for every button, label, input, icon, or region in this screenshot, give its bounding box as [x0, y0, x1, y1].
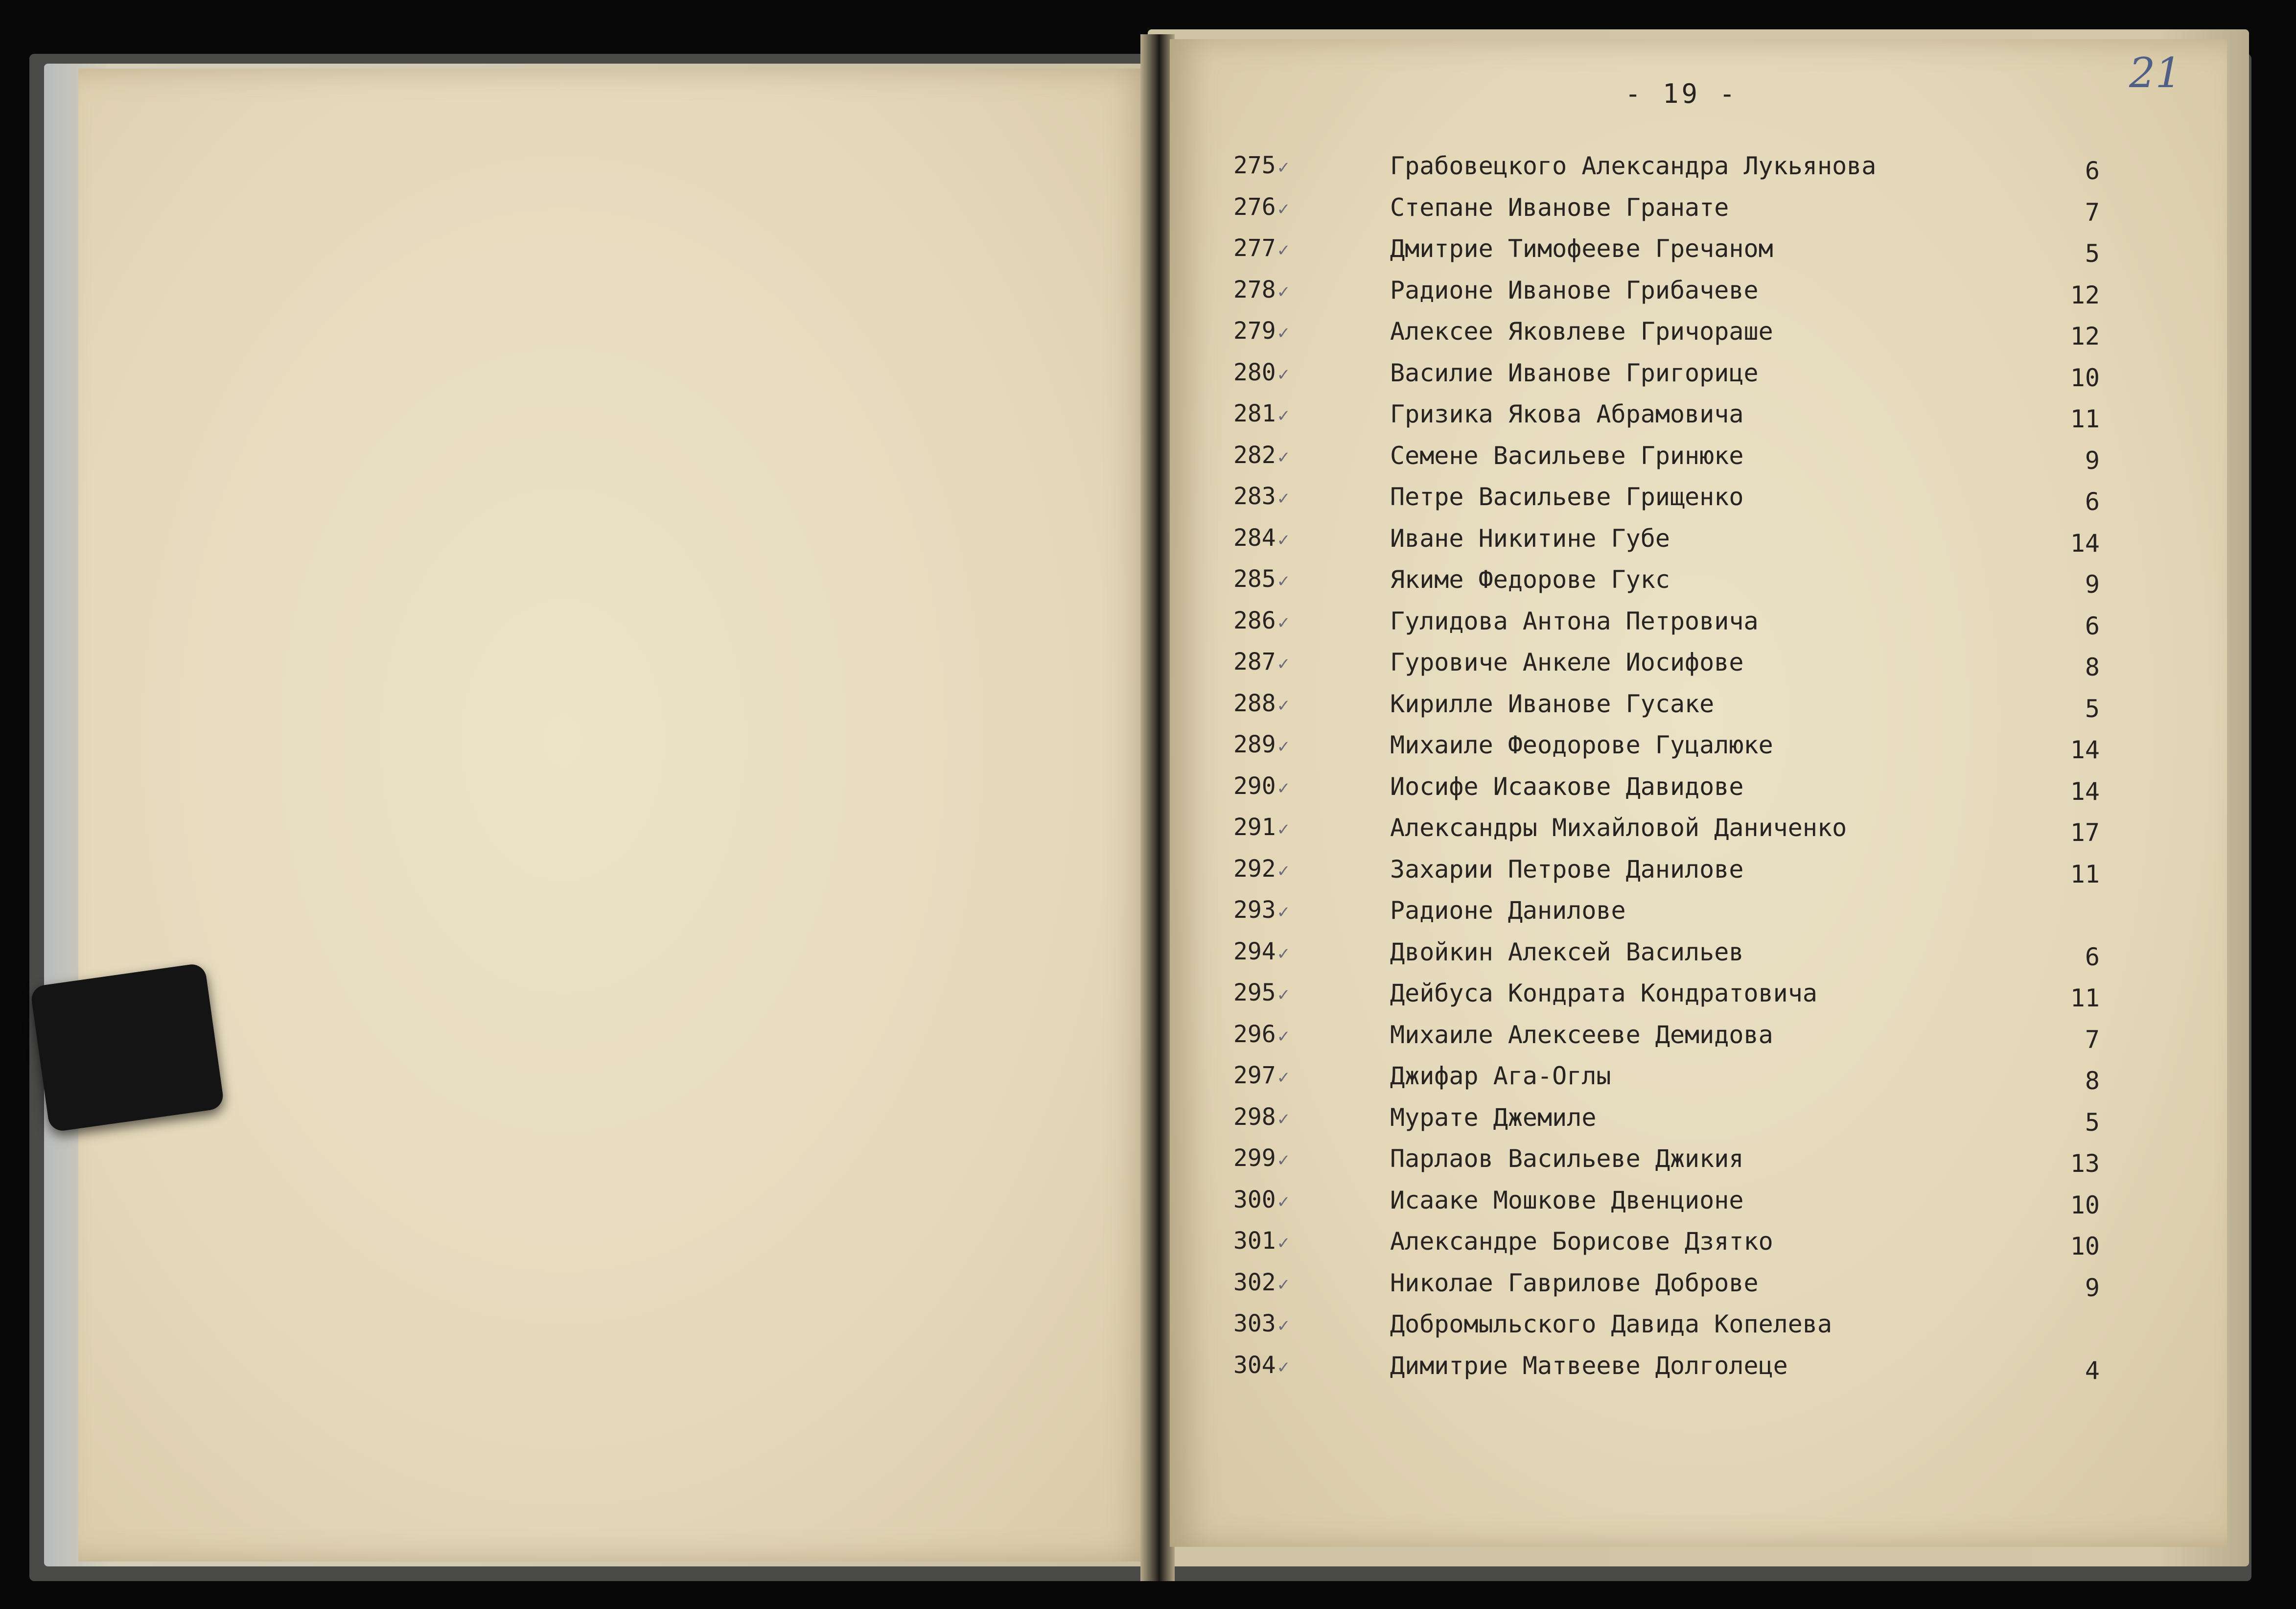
entry-number-text: 297 [1233, 1062, 1276, 1089]
entry-number [1233, 648, 1317, 676]
list-item [1170, 483, 2198, 524]
entry-name: Алексее Яковлеве Гричораше [1390, 317, 1773, 346]
entry-number [1233, 1310, 1317, 1337]
entry-count: 12 [2070, 280, 2100, 309]
list-item [1170, 1186, 2198, 1227]
check-mark-icon: ✓ [1277, 239, 1289, 260]
entry-number [1233, 1103, 1317, 1131]
list-item [1170, 896, 2198, 937]
entry-number [1233, 1062, 1317, 1089]
entry-number [1233, 317, 1317, 345]
entry-number-text: 303 [1233, 1310, 1276, 1337]
entry-number [1233, 524, 1317, 552]
check-mark-icon: ✓ [1277, 1190, 1289, 1212]
entry-number-text: 293 [1233, 896, 1276, 924]
check-mark-icon: ✓ [1277, 1149, 1289, 1170]
list-item [1170, 979, 2198, 1020]
entry-number-text: 296 [1233, 1020, 1276, 1048]
list-item [1170, 1310, 2198, 1351]
list-item [1170, 648, 2198, 689]
entry-count: 14 [2070, 777, 2100, 806]
list-item [1170, 234, 2198, 276]
list-item [1170, 193, 2198, 234]
entry-count: 11 [2070, 860, 2100, 888]
entry-count: 13 [2070, 1149, 2100, 1178]
check-mark-icon: ✓ [1277, 653, 1289, 674]
entry-count: 14 [2070, 529, 2100, 558]
check-mark-icon: ✓ [1277, 322, 1289, 343]
entry-count: 12 [2070, 322, 2100, 350]
entry-number [1233, 979, 1317, 1006]
entry-name: Николае Гаврилове Доброве [1390, 1268, 1759, 1297]
check-mark-icon: ✓ [1277, 1314, 1289, 1336]
entry-number [1233, 1352, 1317, 1379]
check-mark-icon: ✓ [1277, 901, 1289, 922]
entry-number-text: 279 [1233, 317, 1276, 345]
entry-count: 6 [2085, 488, 2100, 516]
entry-number-text: 282 [1233, 441, 1276, 469]
entry-number-text: 277 [1233, 234, 1276, 262]
check-mark-icon: ✓ [1277, 363, 1289, 385]
check-mark-icon: ✓ [1277, 197, 1289, 219]
entry-number [1233, 483, 1317, 510]
entry-number [1233, 565, 1317, 593]
entry-name: Исааке Мошкове Двенционе [1390, 1186, 1744, 1214]
entry-number-text: 278 [1233, 276, 1276, 303]
entry-count: 14 [2070, 736, 2100, 764]
list-item [1170, 938, 2198, 979]
list-item [1170, 772, 2198, 814]
entry-name: Мурате Джемиле [1390, 1103, 1597, 1132]
check-mark-icon: ✓ [1277, 487, 1289, 509]
entry-count: 5 [2085, 694, 2100, 723]
binder-clip [30, 962, 225, 1132]
entry-name: Александры Михайловой Даниченко [1390, 814, 1847, 842]
entry-name: Михаиле Алексееве Демидова [1390, 1020, 1773, 1049]
list-item [1170, 524, 2198, 565]
entry-number [1233, 234, 1317, 262]
entry-number [1233, 276, 1317, 303]
list-item [1170, 1227, 2198, 1268]
entry-name: Двойкин Алексей Васильев [1390, 937, 1744, 966]
entry-number-text: 294 [1233, 937, 1276, 965]
entry-count: 10 [2070, 1232, 2100, 1260]
entry-name: Гулидова Антона Петровича [1390, 606, 1759, 635]
entry-name: Парлаов Васильеве Джикия [1390, 1144, 1744, 1173]
list-item [1170, 359, 2198, 400]
check-mark-icon: ✓ [1277, 445, 1289, 467]
entry-number [1233, 359, 1317, 386]
check-mark-icon: ✓ [1277, 404, 1289, 426]
entry-number [1233, 1269, 1317, 1296]
entry-count: 9 [2085, 446, 2100, 475]
entry-number [1233, 607, 1317, 634]
check-mark-icon: ✓ [1277, 1066, 1289, 1088]
check-mark-icon: ✓ [1277, 818, 1289, 839]
entry-number [1233, 442, 1317, 469]
check-mark-icon: ✓ [1277, 942, 1289, 964]
entry-name: Кирилле Иванове Гусаке [1390, 689, 1715, 718]
list-item [1170, 607, 2198, 648]
entry-name: Джифар Ага-Оглы [1390, 1062, 1611, 1090]
entry-name: Степане Иванове Гранате [1390, 193, 1729, 222]
entry-name: Василие Иванове Григорице [1390, 358, 1759, 387]
entry-number-text: 291 [1233, 814, 1276, 841]
entry-number [1233, 731, 1317, 758]
entry-number [1233, 772, 1317, 800]
list-item [1170, 1269, 2198, 1310]
entry-number [1233, 896, 1317, 924]
entry-count: 17 [2070, 818, 2100, 847]
check-mark-icon: ✓ [1277, 694, 1289, 716]
entry-name: Семене Васильеве Гринюке [1390, 441, 1744, 470]
entry-number-text: 304 [1233, 1351, 1276, 1379]
entry-name: Иване Никитине Губе [1390, 524, 1670, 553]
list-item [1170, 276, 2198, 317]
entry-count: 7 [2085, 198, 2100, 227]
check-mark-icon: ✓ [1277, 859, 1289, 881]
entry-number [1233, 1021, 1317, 1048]
check-mark-icon: ✓ [1277, 570, 1289, 591]
entry-number [1233, 152, 1317, 179]
check-mark-icon: ✓ [1277, 1355, 1289, 1377]
entry-count: 5 [2085, 239, 2100, 268]
entry-name: Гуровиче Анкеле Иосифове [1390, 648, 1744, 676]
list-item [1170, 855, 2198, 896]
entry-count: 9 [2085, 570, 2100, 599]
entry-number-text: 302 [1233, 1268, 1276, 1296]
check-mark-icon: ✓ [1277, 776, 1289, 798]
entry-count: 10 [2070, 1190, 2100, 1219]
entry-name: Добромыльского Давида Копелева [1390, 1310, 1832, 1338]
entry-count: 6 [2085, 157, 2100, 185]
entry-name: Якиме Федорове Гукс [1390, 565, 1670, 594]
entry-name: Гризика Якова Абрамовича [1390, 400, 1744, 428]
list-item [1170, 565, 2198, 606]
entry-number [1233, 193, 1317, 221]
entry-name: Петре Васильеве Грищенко [1390, 483, 1744, 511]
entry-number-text: 276 [1233, 193, 1276, 221]
entry-number [1233, 1227, 1317, 1255]
check-mark-icon: ✓ [1277, 528, 1289, 550]
entry-count: 11 [2070, 984, 2100, 1012]
entry-number-text: 288 [1233, 689, 1276, 717]
entry-name: Радионе Иванове Грибачеве [1390, 276, 1759, 304]
list-item [1170, 1021, 2198, 1062]
entry-count: 11 [2070, 405, 2100, 433]
entry-count: 9 [2085, 1273, 2100, 1302]
list-item [1170, 814, 2198, 855]
check-mark-icon: ✓ [1277, 280, 1289, 302]
entry-number-text: 299 [1233, 1144, 1276, 1172]
right-page [1170, 39, 2227, 1547]
entry-name: Радионе Данилове [1390, 896, 1626, 925]
entry-number-text: 292 [1233, 855, 1276, 883]
list-item [1170, 442, 2198, 483]
entry-number-text: 301 [1233, 1227, 1276, 1255]
check-mark-icon: ✓ [1277, 735, 1289, 757]
entry-count: 6 [2085, 942, 2100, 971]
entry-number-text: 290 [1233, 772, 1276, 800]
left-page-blank [78, 69, 1155, 1562]
entry-number [1233, 690, 1317, 717]
entry-number-text: 285 [1233, 565, 1276, 593]
page-number: - 19 - [1625, 78, 1739, 109]
entry-number [1233, 814, 1317, 841]
entry-number [1233, 1186, 1317, 1213]
entry-count: 10 [2070, 363, 2100, 392]
entry-count: 4 [2085, 1356, 2100, 1385]
list-item [1170, 1144, 2198, 1186]
check-mark-icon: ✓ [1277, 611, 1289, 633]
entry-number [1233, 938, 1317, 965]
entry-number-text: 286 [1233, 606, 1276, 634]
entry-count: 8 [2085, 1067, 2100, 1095]
archive-page-number: 21 [2129, 49, 2181, 97]
entry-number-text: 300 [1233, 1186, 1276, 1213]
entry-number-text: 295 [1233, 979, 1276, 1006]
entry-name: Димитрие Матвееве Долголеце [1390, 1351, 1788, 1380]
check-mark-icon: ✓ [1277, 1107, 1289, 1129]
entry-name: Иосифе Исаакове Давидове [1390, 772, 1744, 801]
list-item [1170, 317, 2198, 358]
check-mark-icon: ✓ [1277, 1025, 1289, 1047]
check-mark-icon: ✓ [1277, 983, 1289, 1005]
list-item [1170, 1062, 2198, 1103]
entry-number [1233, 400, 1317, 427]
list-item [1170, 400, 2198, 441]
entry-name: Дейбуса Кондрата Кондратовича [1390, 979, 1817, 1007]
entry-number-text: 289 [1233, 731, 1276, 758]
entry-number-text: 298 [1233, 1103, 1276, 1131]
entry-number-text: 287 [1233, 648, 1276, 676]
entry-number-text: 283 [1233, 483, 1276, 510]
check-mark-icon: ✓ [1277, 1232, 1289, 1253]
entry-name: Александре Борисове Дзятко [1390, 1227, 1773, 1256]
entry-count: 6 [2085, 611, 2100, 640]
entry-number-text: 281 [1233, 400, 1276, 427]
check-mark-icon: ✓ [1277, 156, 1289, 178]
entry-name: Михаиле Феодорове Гуцалюке [1390, 731, 1773, 759]
entry-number-text: 275 [1233, 152, 1276, 179]
list-item [1170, 731, 2198, 772]
list-item [1170, 690, 2198, 731]
entry-number [1233, 855, 1317, 883]
list-item [1170, 1352, 2198, 1393]
entry-number-text: 280 [1233, 358, 1276, 386]
entry-number [1233, 1144, 1317, 1172]
check-mark-icon: ✓ [1277, 1273, 1289, 1295]
list-item [1170, 1103, 2198, 1144]
entry-name: Захарии Петрове Данилове [1390, 855, 1744, 884]
entry-name: Грабовецкого Александра Лукьянова [1390, 152, 1877, 180]
entry-count: 5 [2085, 1108, 2100, 1137]
entry-count: 7 [2085, 1025, 2100, 1054]
entry-count: 8 [2085, 653, 2100, 681]
entry-name: Дмитрие Тимофееве Гречаном [1390, 234, 1773, 263]
entry-number-text: 284 [1233, 524, 1276, 552]
list-item [1170, 152, 2198, 193]
